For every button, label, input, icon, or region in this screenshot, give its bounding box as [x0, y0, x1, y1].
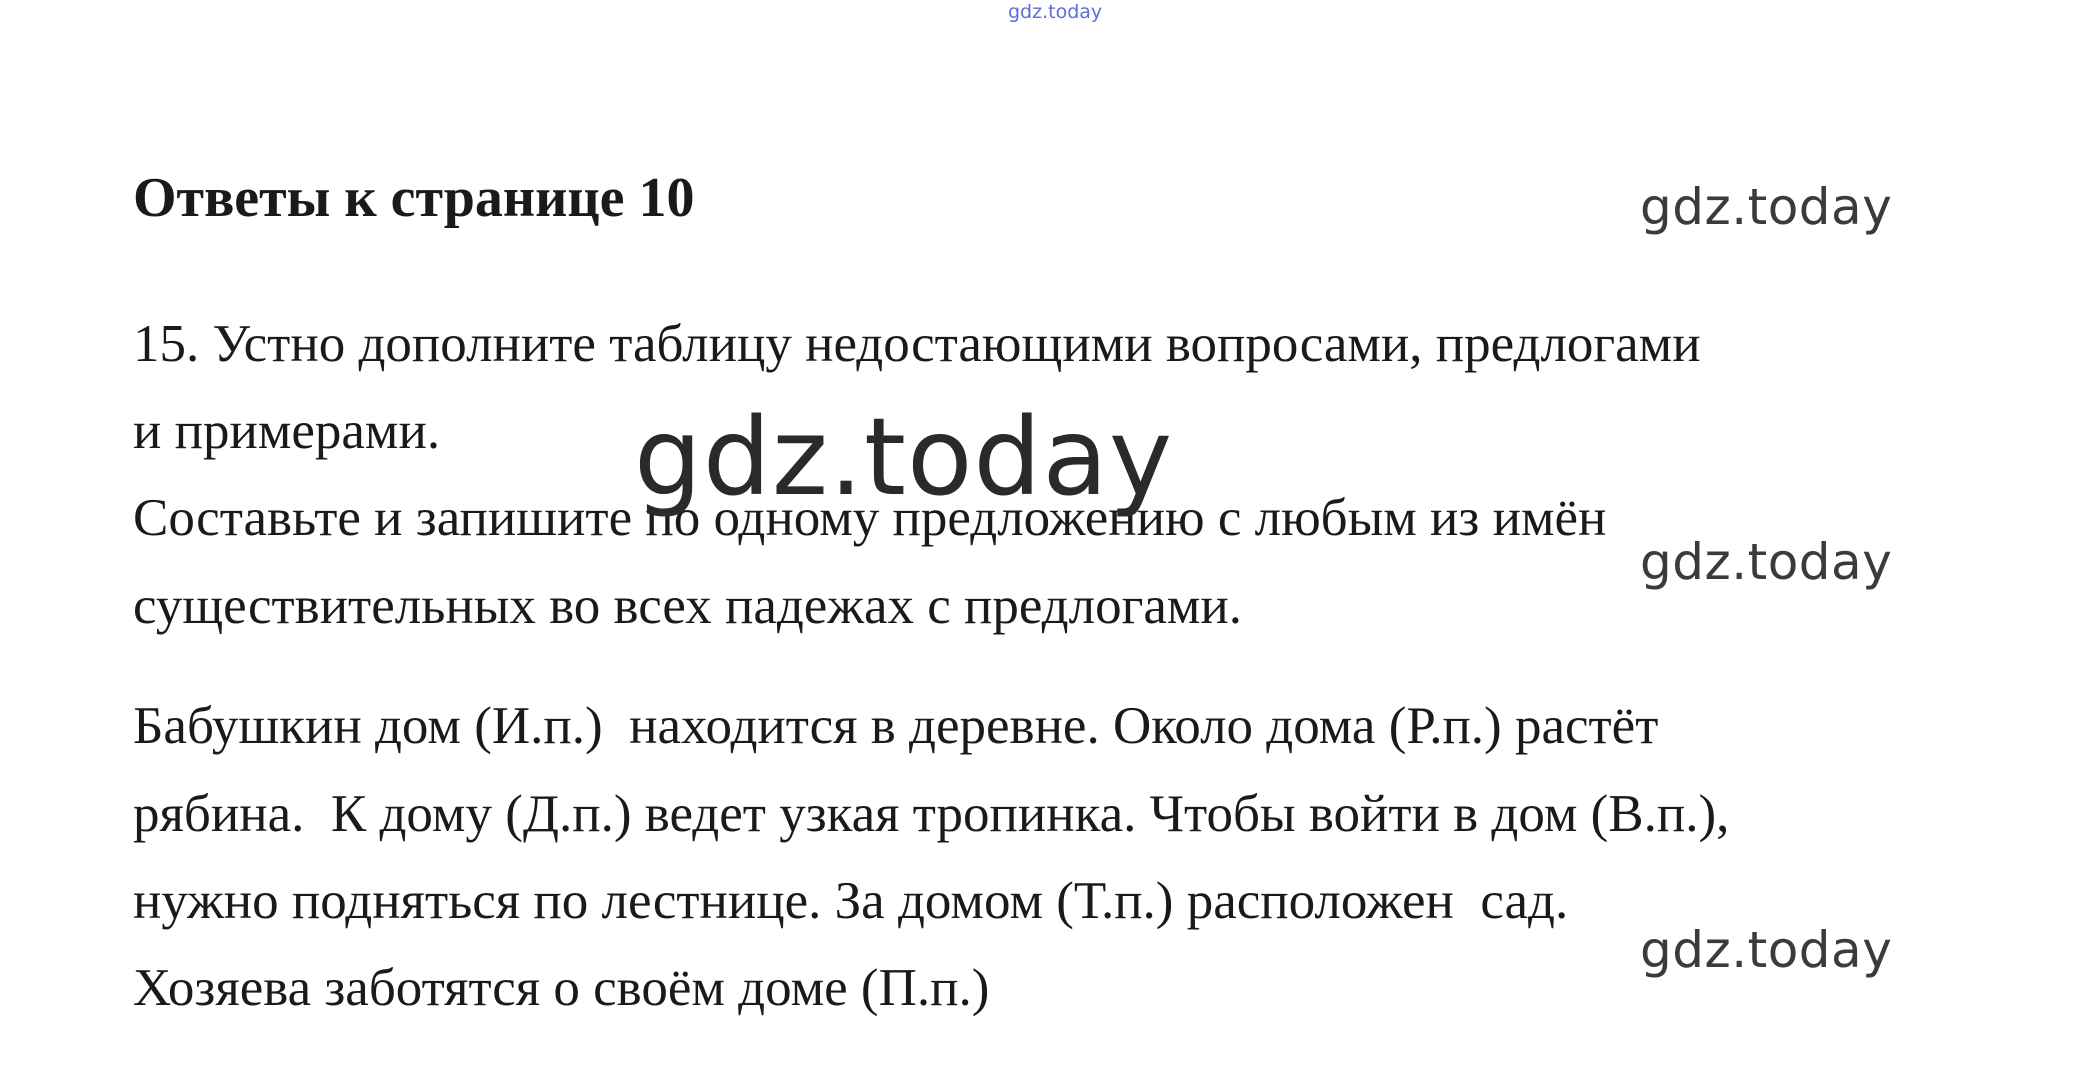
task-line-1: 15. Устно дополните таблицу недостающими вопросами, предлогами	[133, 315, 1701, 373]
watermark-right-1: gdz.today	[1640, 178, 1893, 236]
answer-line-2: рябина. К дому (Д.п.) ведет узкая тропинка. Чтобы войти в дом (В.п.),	[133, 785, 1730, 843]
page-heading: Ответы к странице 10	[133, 167, 695, 229]
watermark-right-3: gdz.today	[1640, 921, 1893, 979]
answer-line-3: нужно подняться по лестнице. За домом (Т.п.) расположен сад.	[133, 872, 1569, 930]
task-line-2: и примерами.	[133, 402, 441, 460]
task-line-4: существительных во всех падежах с предлогами.	[133, 577, 1243, 635]
task-line-3: Составьте и запишите по одному предложению с любым из имён	[133, 489, 1607, 547]
watermark-center: gdz.today	[634, 396, 1174, 520]
watermark-top: gdz.today	[1008, 1, 1103, 23]
watermark-right-2: gdz.today	[1640, 533, 1893, 591]
answer-line-4: Хозяева заботятся о своём доме (П.п.)	[133, 959, 990, 1017]
answer-line-1: Бабушкин дом (И.п.) находится в деревне. Около дома (Р.п.) растёт	[133, 697, 1659, 755]
